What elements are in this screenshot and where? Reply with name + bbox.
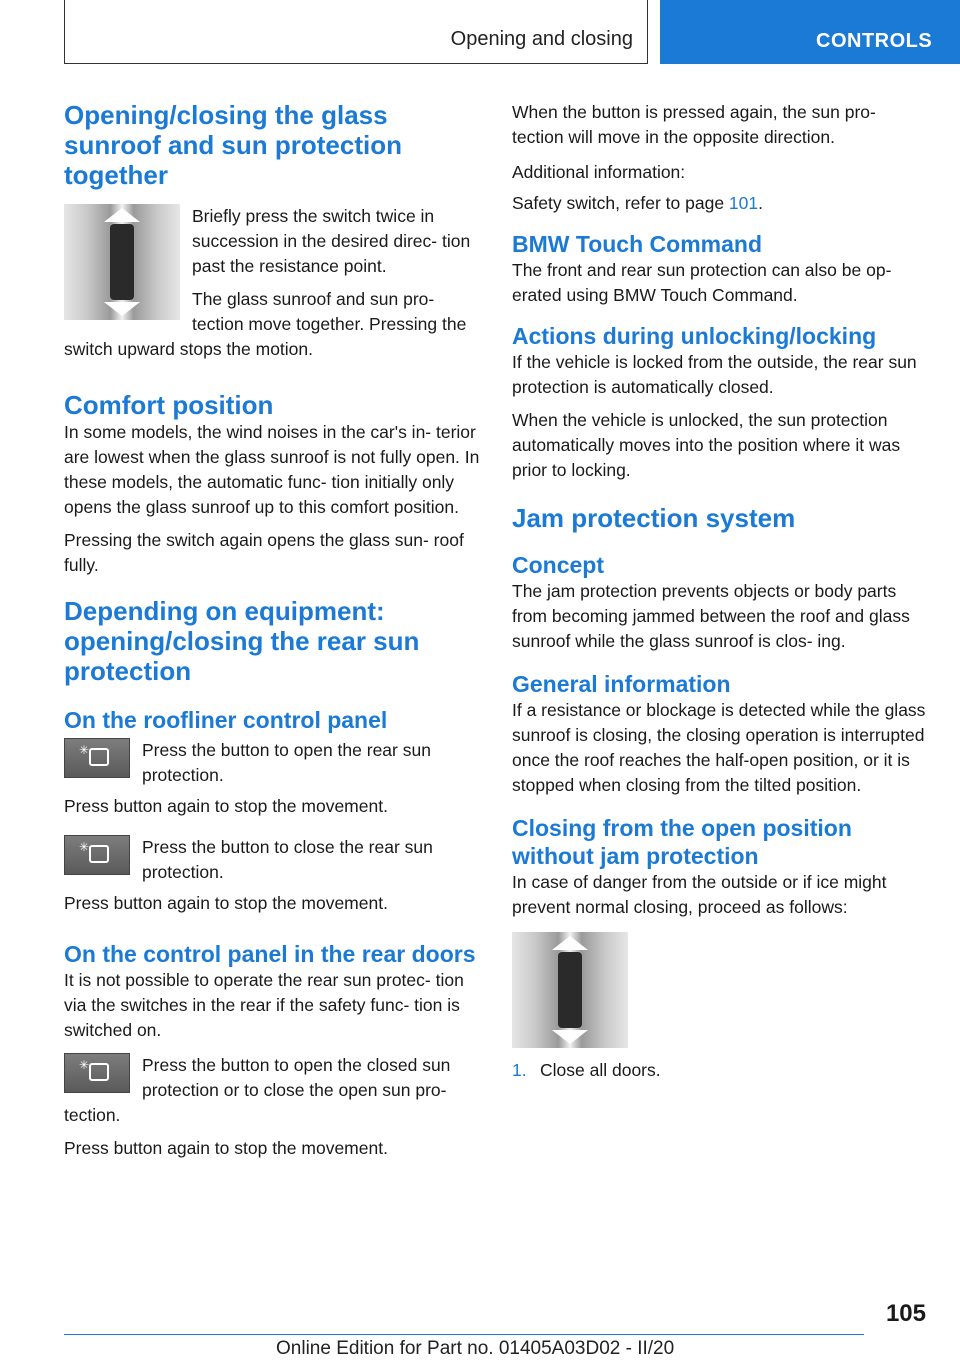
para-open-rear: Press the button to open the rear sun protection. (142, 740, 431, 785)
heading-doors: On the control panel in the rear doors (64, 941, 476, 967)
para-comfort-2: Pressing the switch again opens the glass sun‐ roof fully. (64, 530, 464, 575)
heading-roofliner: On the roofliner control panel (64, 707, 388, 733)
heading-actions: Actions during unlocking/locking (512, 323, 877, 349)
footer-divider (64, 1334, 864, 1335)
heading-concept: Concept (512, 552, 604, 578)
para-safety: Safety switch, refer to page 101. (512, 193, 763, 213)
para-close-rear: Press the button to close the rear sun protection. (142, 837, 433, 882)
para-actions-2: When the vehicle is unlocked, the sun protection automatically moves into the position where it was prior to locking. (512, 410, 901, 480)
para-stop-3: Press button again to stop the movement. (64, 1138, 388, 1158)
para-general: If a resistance or blockage is detected while the glass sunroof is closing, the closing operation is interrupted once the roof reaches the half-open position, or it is stopped when closing from the tilted position. (512, 700, 926, 795)
page-link[interactable]: 101 (728, 193, 759, 213)
para-closing: In case of danger from the outside or if ice might prevent normal closing, proceed as follows: (512, 872, 887, 917)
para-together-1: Briefly press the switch twice in succession in the desired direc‐ tion past the resistance point. (192, 206, 471, 276)
para-together-2: The glass sunroof and sun pro‐ tection move together. Pressing the switch upward stops the motion. (64, 289, 467, 359)
close-rear-button-icon: ✳ (64, 835, 130, 875)
para-touch: The front and rear sun protection can also be op‐ erated using BMW Touch Command. (512, 260, 892, 305)
para-concept: The jam protection prevents objects or body parts from becoming jammed between the roof and glass sunroof while the glass sunroof is clos‐ ing. (512, 581, 910, 651)
heading-rear: Depending on equipment: opening/closing the rear sun protection (64, 596, 420, 686)
left-column (64, 100, 480, 1161)
heading-jam: Jam protection system (512, 503, 796, 533)
list-item: 1. Close all doors. (512, 1060, 661, 1080)
roof-switch-image (64, 204, 180, 320)
heading-together: Opening/closing the glass sunroof and sun protection together (64, 100, 402, 190)
heading-comfort: Comfort position (64, 390, 274, 420)
door-button-icon: ✳ (64, 1053, 130, 1093)
para-actions-1: If the vehicle is locked from the outside, the rear sun protection is automatically closed. (512, 352, 917, 397)
chapter-title: CONTROLS (816, 30, 933, 52)
para-again: When the button is pressed again, the sun pro‐ tection will move in the opposite direction. (512, 102, 876, 147)
para-comfort-1: In some models, the wind noises in the car's in‐ terior are lowest when the glass sunroof is not fully open. In these models, the automatic func‐ tion initially only opens the glass sunroof up to this comfort position. (64, 422, 480, 517)
para-addinfo: Additional information: (512, 162, 686, 182)
para-stop-1: Press button again to stop the movement. (64, 796, 388, 816)
open-rear-button-icon: ✳ (64, 738, 130, 778)
steps-list (512, 1058, 928, 1083)
para-doors-1: It is not possible to operate the rear sun protec‐ tion via the switches in the rear if the safety func‐ tion is switched on. (64, 970, 464, 1040)
roof-switch-image-2 (512, 932, 628, 1048)
heading-closing: Closing from the open position without jam protection (512, 815, 852, 869)
header-chapter-tab (660, 0, 960, 64)
heading-general: General information (512, 671, 731, 697)
right-column (512, 100, 928, 1083)
edition-text: Online Edition for Part no. 01405A03D02 - II/20 (276, 1338, 675, 1359)
section-title: Opening and closing (450, 28, 633, 50)
page-number: 105 (885, 1300, 926, 1327)
header-section-box (64, 0, 648, 64)
para-stop-2: Press button again to stop the movement. (64, 893, 388, 913)
para-doors-2: Press the button to open the closed sun protection or to close the open sun pro‐ tection. (64, 1055, 451, 1125)
heading-touch: BMW Touch Command (512, 231, 762, 257)
